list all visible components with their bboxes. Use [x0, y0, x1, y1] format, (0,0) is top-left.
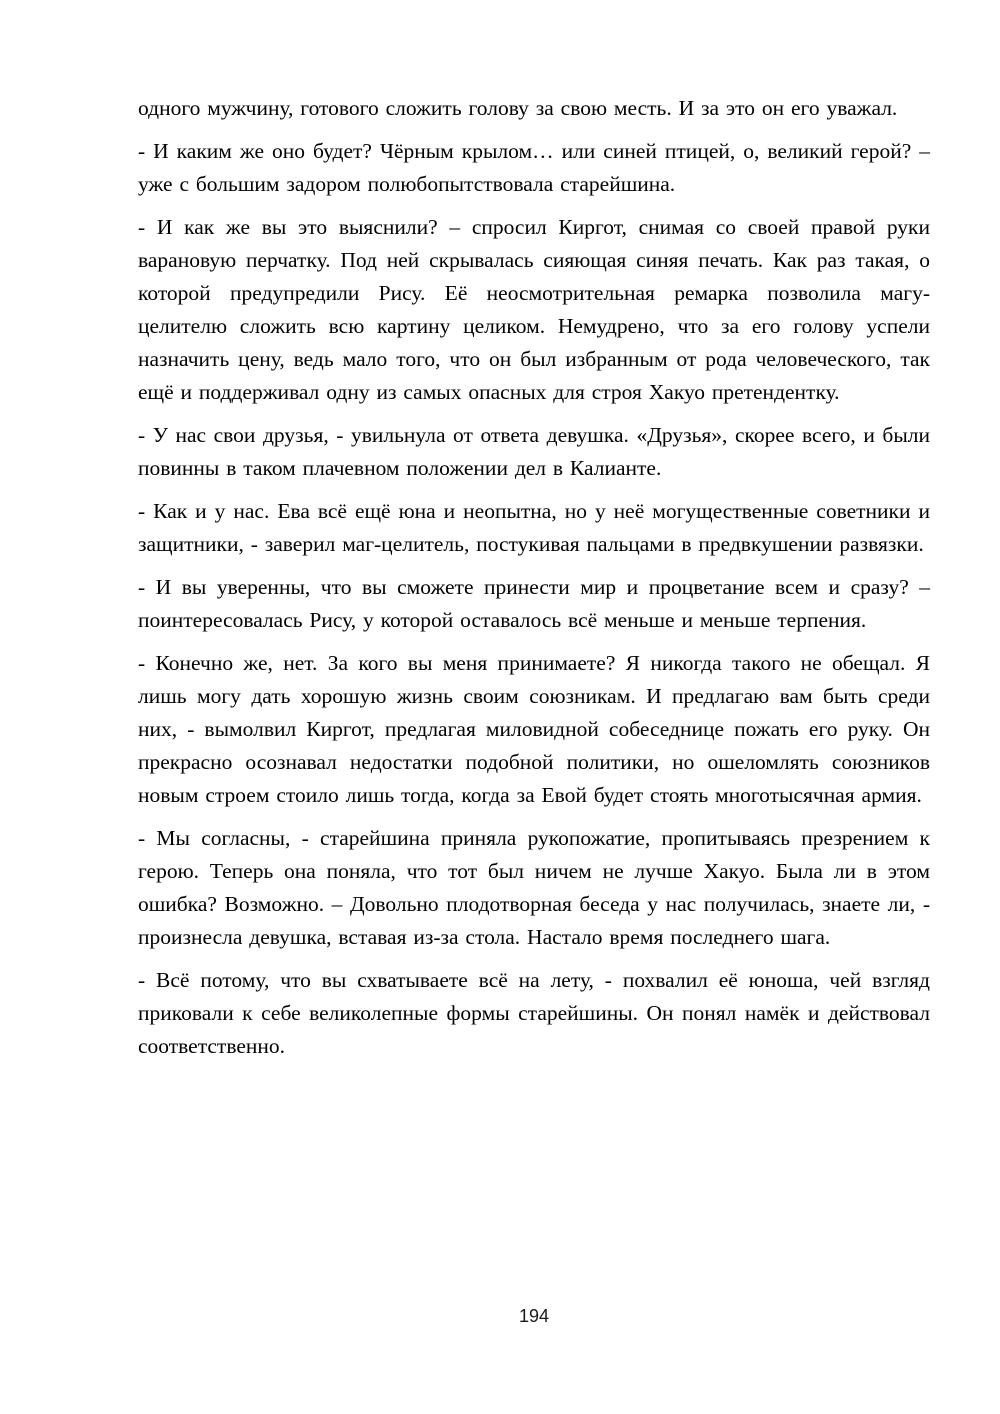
paragraph: - Как и у нас. Ева всё ещё юна и неопытна, но у неё могущественные советники и защитники, - заверил маг-целитель, постукивая пальцами в предвкушении развязки.	[138, 499, 930, 556]
text-content	[138, 92, 930, 1063]
paragraph: - И как же вы это выяснили? – спросил Киргот, снимая со своей правой руки варановую перчатку. Под ней скрывалась сияющая синяя печать. Как раз такая, о которой предупредили Рису. Её неосмотрительная ремарка позволила магу-целителю сложить всю картину целиком. Немудрено, что за его голову успели назначить цену, ведь мало того, что он был избранным от рода человеческого, так ещё и поддерживал одну из самых опасных для строя Хакуо претендентку.	[138, 215, 930, 404]
page-number: 194	[518, 1306, 550, 1326]
paragraph: - Мы согласны, - старейшина приняла рукопожатие, пропитываясь презрением к герою. Теперь она поняла, что тот был ничем не лучше Хакуо. Была ли в этом ошибка? Возможно. – Довольно плодотворная беседа у нас получилась, знаете ли, - произнесла девушка, вставая из-за стола. Настало время последнего шага.	[138, 826, 930, 949]
paragraph: - У нас свои друзья, - увильнула от ответа девушка. «Друзья», скорее всего, и были повинны в таком плачевном положении дел в Калианте.	[138, 423, 930, 480]
paragraph: - Всё потому, что вы схватываете всё на лету, - похвалил её юноша, чей взгляд приковали к себе великолепные формы старейшины. Он понял намёк и действовал соответственно.	[138, 968, 930, 1058]
paragraph: - И каким же оно будет? Чёрным крылом… или синей птицей, о, великий герой? – уже с большим задором полюбопытствовала старейшина.	[138, 139, 930, 196]
paragraph: - Конечно же, нет. За кого вы меня принимаете? Я никогда такого не обещал. Я лишь могу дать хорошую жизнь своим союзникам. И предлагаю вам быть среди них, - вымолвил Киргот, предлагая миловидной собеседнице пожать его руку. Он прекрасно осознавал недостатки подобной политики, но ошеломлять союзников новым строем стоило лишь тогда, когда за Евой будет стоять многотысячная армия.	[138, 651, 930, 807]
paragraph: - И вы уверенны, что вы сможете принести мир и процветание всем и сразу? – поинтересовалась Рису, у которой оставалось всё меньше и меньше терпения.	[138, 575, 930, 632]
paragraph: одного мужчину, готового сложить голову за свою месть. И за это он его уважал.	[138, 96, 898, 120]
